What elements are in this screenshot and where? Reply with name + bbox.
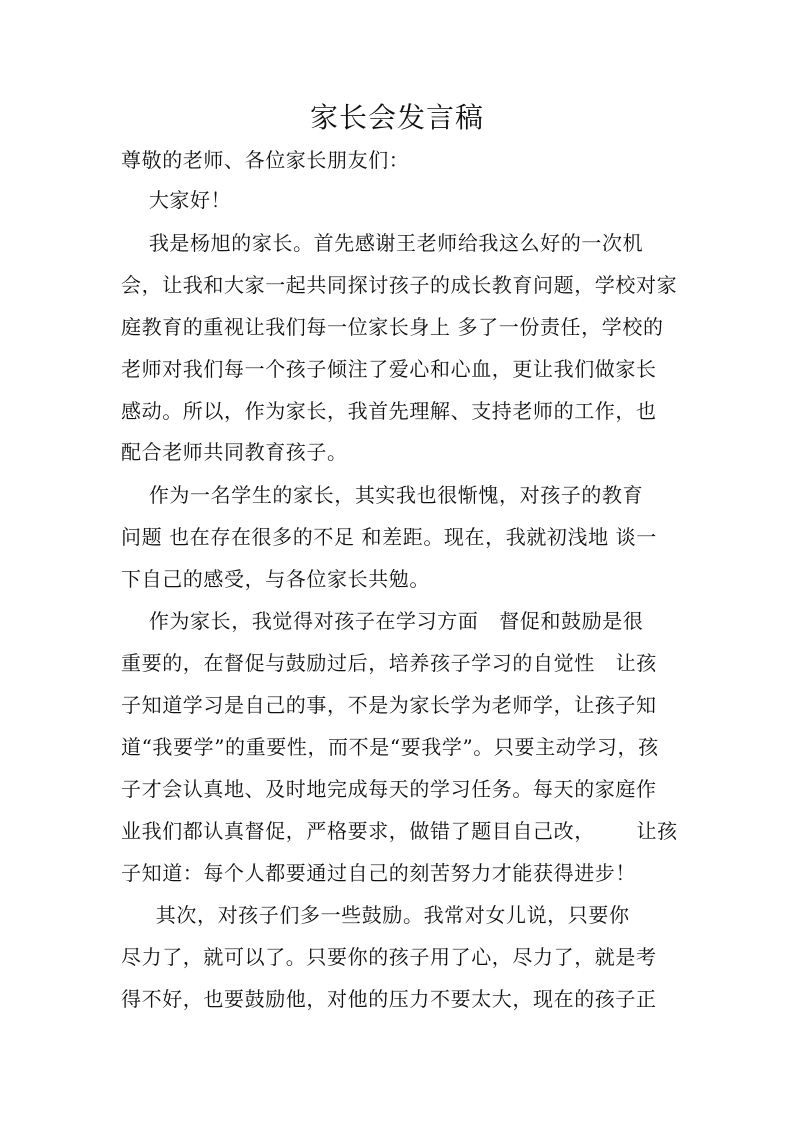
text-line: 尊敬的老师、各位家长朋友们： — [121, 148, 410, 172]
text-line: 业我们都认真督促，严格要求，做错了题目自己改， 让孩 — [121, 819, 678, 843]
text-line: 我是杨旭的家长。首先感谢王老师给我这么好的一次机 — [121, 231, 644, 255]
text-line: 会，让我和大家一起共同探讨孩子的成长教育问题，学校对家 — [121, 273, 678, 297]
text-line: 庭教育的重视让我们每一位家长身上 多了一份责任，学校的 — [121, 315, 664, 339]
text-line: 子知道：每个人都要通过自己的刻苦努力才能获得进步！ — [121, 861, 636, 885]
text-line: 其次，对孩子们多一些鼓励。我常对女儿说，只要你 — [121, 903, 630, 927]
document-title: 家长会发言稿 — [309, 101, 484, 134]
text-line: 子才会认真地、及时地完成每天的学习任务。每天的家庭作 — [121, 777, 657, 801]
text-line: 得不好，也要鼓励他，对他的压力不要太大，现在的孩子正 — [121, 987, 657, 1011]
text-line: 道“我要学”的重要性，而不是“要我学”。只要主动学习，孩 — [121, 735, 659, 759]
text-line: 感动。所以，作为家长，我首先理解、支持老师的工作，也 — [121, 399, 657, 423]
text-line: 重要的，在督促与鼓励过后，培养孩子学习的自觉性 让孩 — [121, 651, 657, 675]
text-line: 作为一名学生的家长，其实我也很惭愧，对孩子的教育 — [121, 483, 644, 507]
text-line: 老师对我们每一个孩子倾注了爱心和心血，更让我们做家长 — [121, 357, 657, 381]
text-line: 下自己的感受，与各位家长共勉。 — [121, 567, 430, 591]
text-line: 问题 也在存在很多的不足 和差距。现在，我就初浅地 谈一 — [121, 525, 657, 549]
text-line: 配合老师共同教育孩子。 — [121, 440, 348, 464]
text-line: 作为家长，我觉得对孩子在学习方面 督促和鼓励是很 — [121, 609, 644, 633]
text-line: 子知道学习是自己的事，不是为家长学为老师学，让孩子知 — [121, 693, 657, 717]
text-line: 大家好！ — [121, 188, 232, 212]
text-line: 尽力了，就可以了。只要你的孩子用了心，尽力了，就是考 — [121, 945, 657, 969]
